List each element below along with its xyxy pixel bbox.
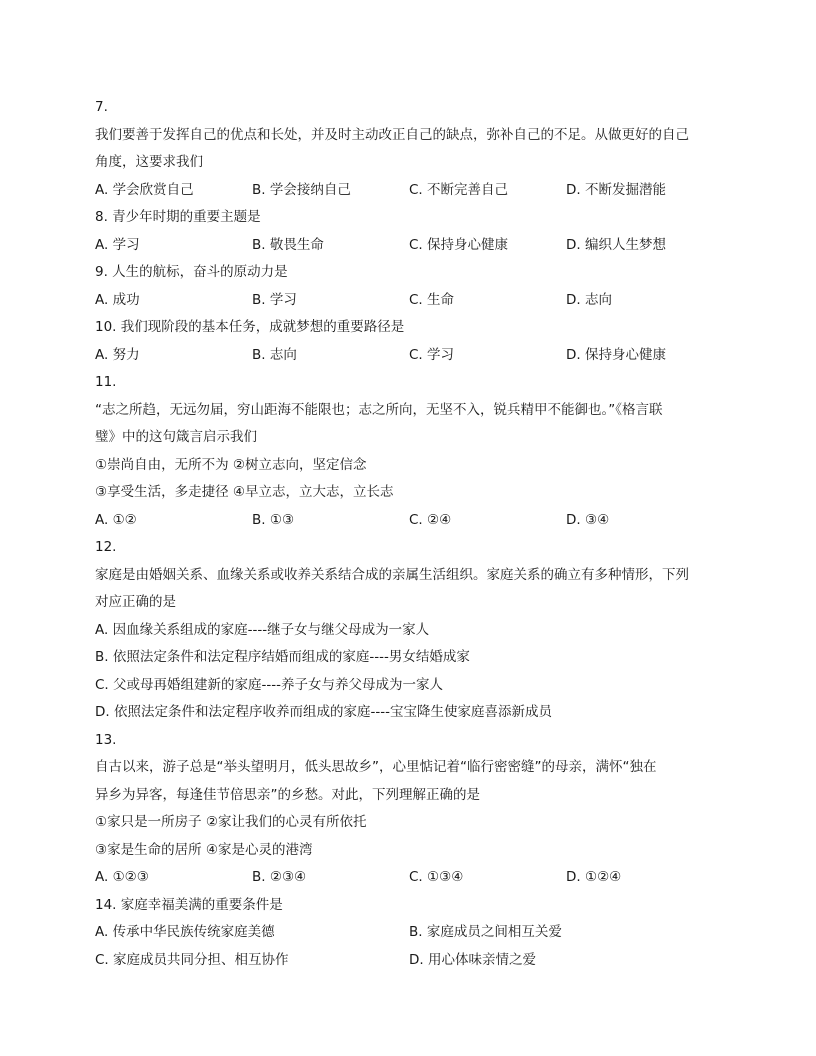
question-number: 7. <box>95 99 108 115</box>
option-d: D. 不断发掘潜能 <box>566 181 666 198</box>
option-c: C. 保持身心健康 <box>409 236 509 253</box>
option-a: A. 学习 <box>95 236 140 253</box>
option-b: B. 敬畏生命 <box>252 236 324 253</box>
option-d: D. ①②④ <box>566 869 622 885</box>
options-row <box>95 919 725 947</box>
option-a: A. 成功 <box>95 291 140 308</box>
options-row <box>95 287 725 315</box>
question-number: 11. <box>95 374 117 390</box>
question-stem: 14. 家庭幸福美满的重要条件是 <box>95 896 283 913</box>
option-c: C. 家庭成员共同分担、相互协作 <box>95 951 289 968</box>
statement-line: ①家只是一所房子 ②家让我们的心灵有所依托 <box>95 814 367 830</box>
statement-line: ③享受生活，多走捷径 ④早立志，立大志，立长志 <box>95 484 394 500</box>
options-row <box>95 507 725 535</box>
statement-line: ①崇尚自由，无所不为 ②树立志向，坚定信念 <box>95 456 367 473</box>
option-d: D. 志向 <box>566 291 612 308</box>
question-stem-line: 我们要善于发挥自己的优点和长处，并及时主动改正自己的缺点，弥补自己的不足。从做更好的自己 <box>95 126 689 143</box>
options-row <box>95 947 725 975</box>
question-stem-line: 璧》中的这句箴言启示我们 <box>95 429 257 445</box>
question-8 <box>95 204 725 259</box>
option-a: A. 努力 <box>95 346 140 363</box>
option-a: A. ①② <box>95 511 137 528</box>
option-b: B. 学习 <box>252 291 297 308</box>
question-number: 13. <box>95 731 117 748</box>
option-c: C. ①③④ <box>409 869 464 885</box>
option-a: A. ①②③ <box>95 869 149 885</box>
question-10 <box>95 314 725 369</box>
option-b: B. 志向 <box>252 346 297 363</box>
option-b: B. ①③ <box>252 511 295 528</box>
question-stem-line: 对应正确的是 <box>95 594 176 610</box>
question-number: 12. <box>95 539 117 555</box>
question-stem-line: 自古以来，游子总是“举头望明月，低头思故乡”，心里惦记着“临行密密缝”的母亲，满怀“独在 <box>95 759 657 775</box>
options-row <box>95 342 725 370</box>
question-stem: 10. 我们现阶段的基本任务，成就梦想的重要路径是 <box>95 319 405 335</box>
question-12 <box>95 534 725 727</box>
option-d: D. 用心体味亲情之爱 <box>409 951 536 968</box>
question-stem-line: 家庭是由婚姻关系、血缘关系或收养关系结合成的亲属生活组织。家庭关系的确立有多种情形，下列 <box>95 566 689 583</box>
question-stem: 8. 青少年时期的重要主题是 <box>95 209 261 225</box>
question-14 <box>95 892 725 975</box>
option-c: C. 不断完善自己 <box>409 181 509 198</box>
option-b: B. ②③④ <box>252 869 307 885</box>
question-stem-line: “志之所趋，无远勿届，穷山距海不能限也；志之所向，无坚不入，锐兵精甲不能御也。”《格言联 <box>95 401 663 418</box>
question-13 <box>95 727 725 892</box>
question-stem: 9. 人生的航标，奋斗的原动力是 <box>95 264 288 280</box>
question-7 <box>95 94 725 204</box>
options-row <box>95 177 725 205</box>
option-a: A. 学会欣赏自己 <box>95 181 194 198</box>
question-list <box>95 94 725 974</box>
option-a: A. 传承中华民族传统家庭美德 <box>95 924 275 940</box>
option-c: C. 学习 <box>409 346 455 363</box>
option-a: A. 因血缘关系组成的家庭----继子女与继父母成为一家人 <box>95 621 430 638</box>
option-b: B. 学会接纳自己 <box>252 181 351 198</box>
question-stem-line: 异乡为异客，每逢佳节倍思亲”的乡愁。对此，下列理解正确的是 <box>95 786 480 803</box>
option-c: C. 生命 <box>409 291 455 308</box>
options-row <box>95 864 725 892</box>
statement-line: ③家是生命的居所 ④家是心灵的港湾 <box>95 841 313 858</box>
option-d: D. 依照法定条件和法定程序收养而组成的家庭----宝宝降生使家庭喜添新成员 <box>95 704 552 720</box>
option-b: B. 家庭成员之间相互关爱 <box>409 924 562 940</box>
option-c: C. 父或母再婚组建新的家庭----养子女与养父母成为一家人 <box>95 676 443 693</box>
option-c: C. ②④ <box>409 511 452 528</box>
question-stem-line: 角度，这要求我们 <box>95 154 203 170</box>
option-b: B. 依照法定条件和法定程序结婚而组成的家庭----男女结婚成家 <box>95 649 470 665</box>
question-9 <box>95 259 725 314</box>
option-d: D. 保持身心健康 <box>566 346 666 363</box>
options-row <box>95 232 725 260</box>
option-d: D. ③④ <box>566 511 610 528</box>
option-d: D. 编织人生梦想 <box>566 236 666 253</box>
question-11 <box>95 369 725 534</box>
